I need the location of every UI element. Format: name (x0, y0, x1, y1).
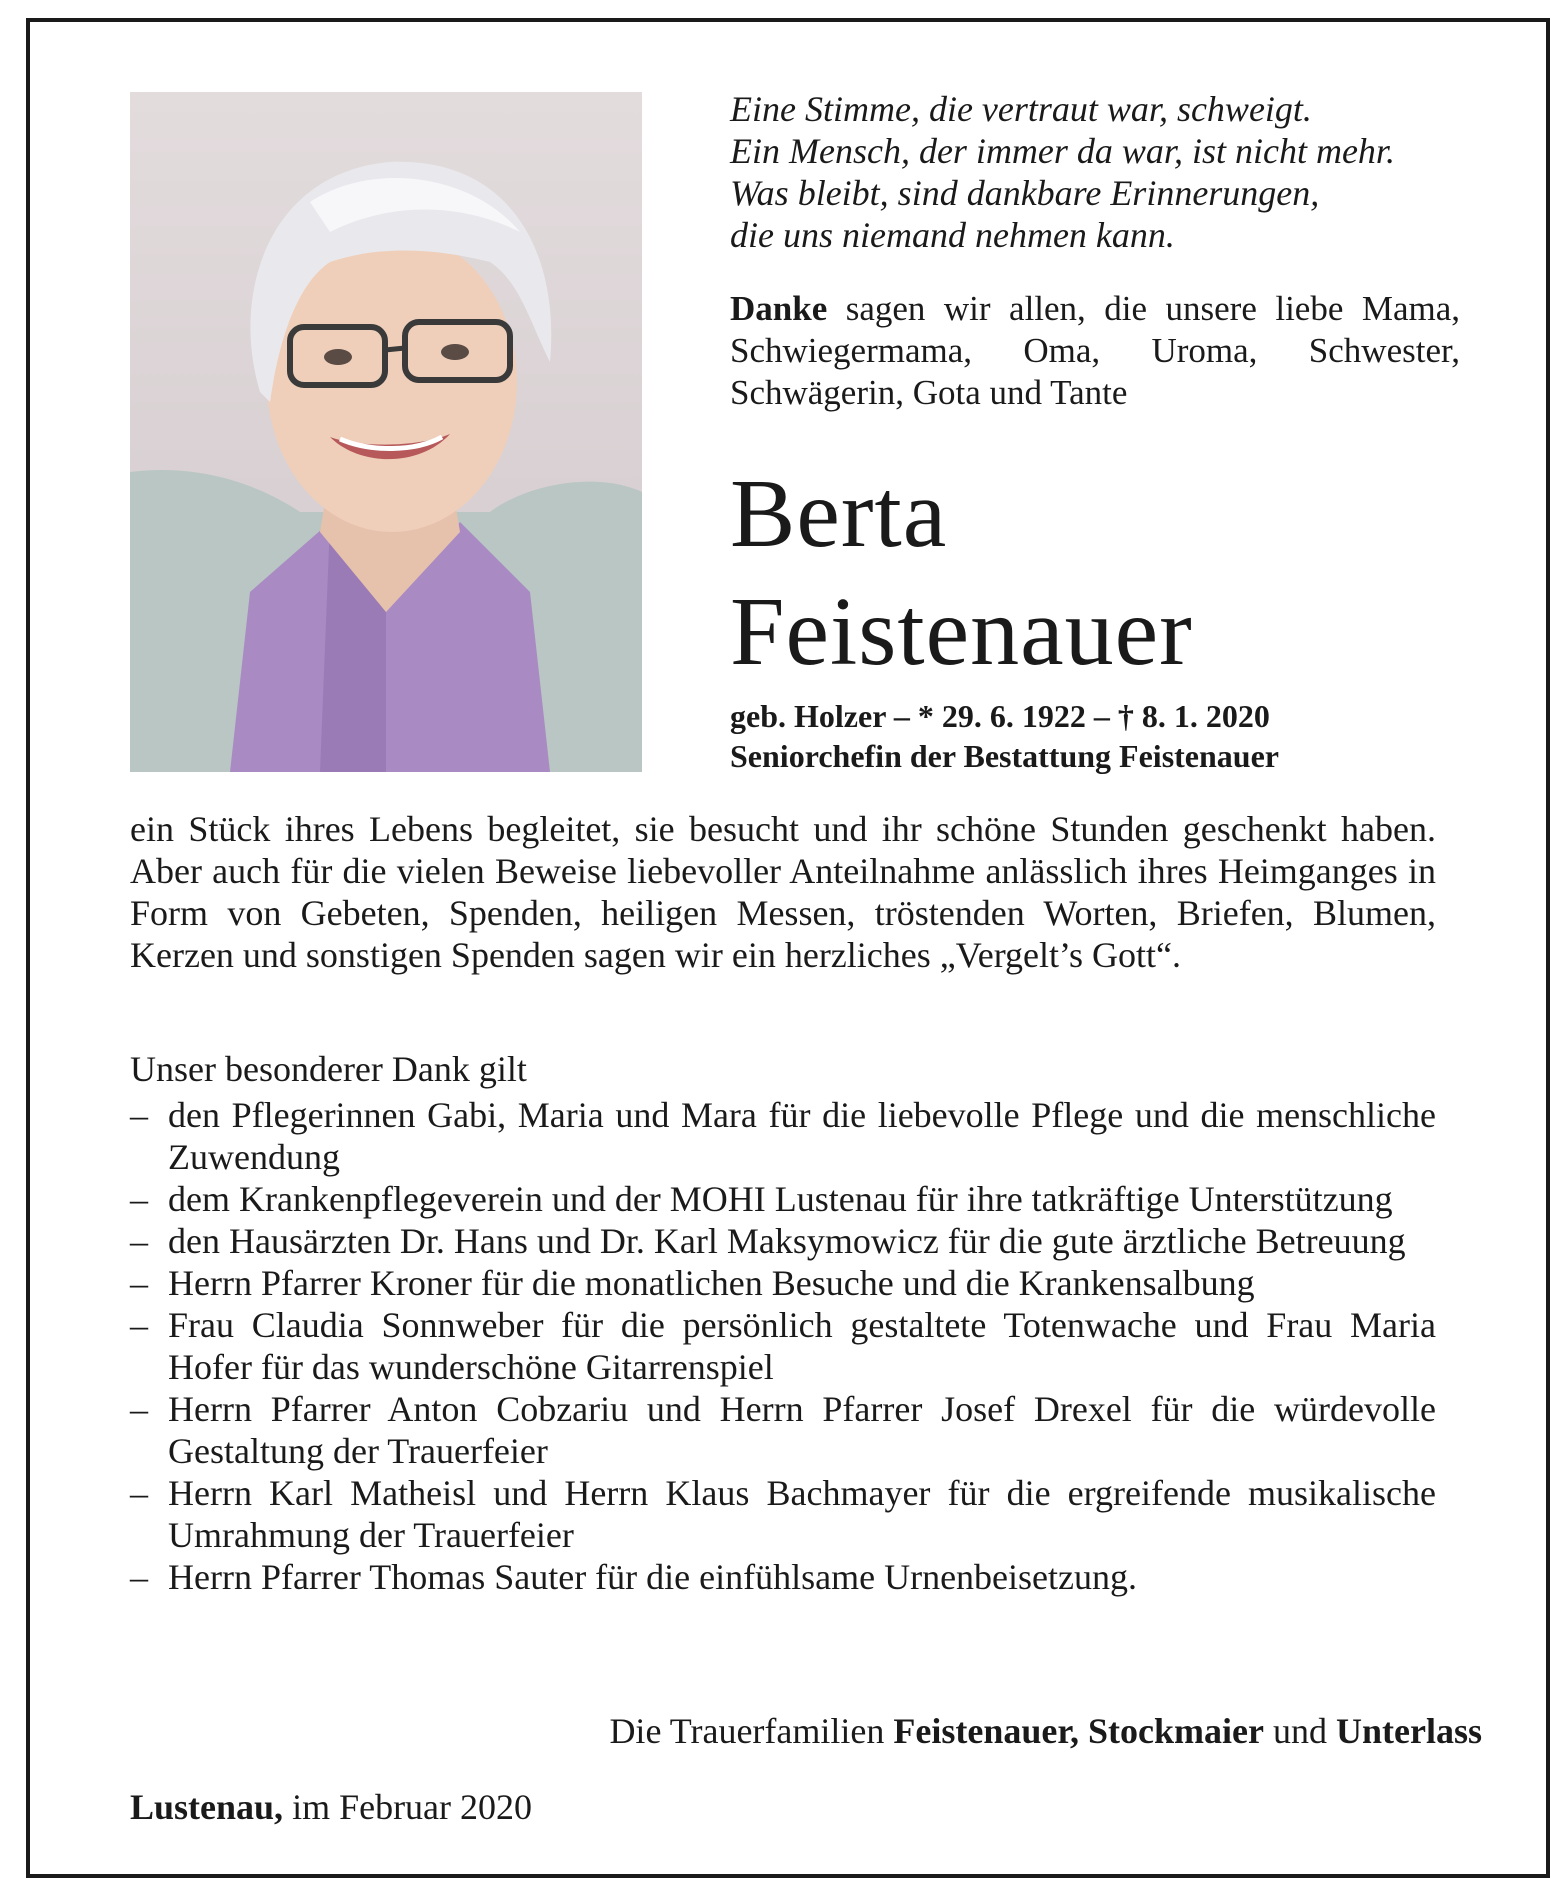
birth-death-dates: geb. Holzer – * 29. 6. 1922 – † 8. 1. 2020 (730, 698, 1270, 734)
thanks-text: sagen wir allen, die unsere liebe Mama, Schwiegermama, Oma, Uroma, Schwester, Schwägerin, Gota und Tante (730, 289, 1460, 412)
deceased-role: Seniorchefin der Bestattung Feistenauer (730, 738, 1279, 774)
list-dash: – (130, 1179, 148, 1219)
list-item-text: dem Krankenpflegeverein und der MOHI Lustenau für ihre tatkräftige Unterstützung (168, 1179, 1393, 1219)
list-item (130, 1178, 1436, 1220)
portrait-photo (130, 92, 642, 772)
thanks-lead: Danke (730, 289, 828, 328)
deceased-last-name: Feistenauer (730, 578, 1193, 686)
special-thanks-intro: Unser besonderer Dank gilt (130, 1049, 527, 1089)
list-item (130, 1472, 1436, 1556)
signature-prefix: Die Trauerfamilien (609, 1711, 885, 1751)
list-item-text: Herrn Pfarrer Thomas Sauter für die einfühlsame Urnenbeisetzung. (168, 1557, 1137, 1597)
place-city: Lustenau, (130, 1787, 284, 1827)
list-item (130, 1388, 1436, 1472)
list-item-text: Herrn Pfarrer Anton Cobzariu und Herrn Pfarrer Josef Drexel für die würdevolle Gestaltung der Trauerfeier (168, 1389, 1436, 1471)
list-item-text: den Pflegerinnen Gabi, Maria und Mara für die liebevolle Pflege und die menschliche Zuwendung (168, 1095, 1436, 1177)
list-dash: – (130, 1557, 148, 1597)
place-date-text: im Februar 2020 (292, 1787, 533, 1827)
list-item (130, 1220, 1436, 1262)
poem-line: die uns niemand nehmen kann. (730, 215, 1175, 255)
list-item (130, 1262, 1436, 1304)
family-name-last: Unterlass (1336, 1711, 1482, 1751)
list-item-text: den Hausärzten Dr. Hans und Dr. Karl Maksymowicz für die gute ärztliche Betreuung (168, 1221, 1406, 1261)
family-names: Feistenauer, Stockmaier (893, 1711, 1264, 1751)
list-dash: – (130, 1305, 148, 1345)
list-item (130, 1304, 1436, 1388)
poem-line: Was bleibt, sind dankbare Erinnerungen, (730, 173, 1320, 213)
list-dash: – (130, 1263, 148, 1303)
deceased-details (730, 696, 1490, 776)
list-item (130, 1094, 1436, 1178)
list-dash: – (130, 1473, 148, 1513)
poem-line: Eine Stimme, die vertraut war, schweigt. (730, 89, 1312, 129)
body-text (130, 808, 1436, 976)
list-item-text: Herrn Karl Matheisl und Herrn Klaus Bachmayer für die ergreifende musikalische Umrahmung der Trauerfeier (168, 1473, 1436, 1555)
list-dash: – (130, 1095, 148, 1135)
memorial-poem (730, 88, 1470, 256)
list-dash: – (130, 1389, 148, 1429)
deceased-first-name: Berta (730, 460, 948, 568)
list-item-text: Herrn Pfarrer Kroner für die monatlichen Besuche und die Krankensalbung (168, 1263, 1255, 1303)
list-item (130, 1556, 1436, 1598)
poem-line: Ein Mensch, der immer da war, ist nicht mehr. (730, 131, 1395, 171)
body-paragraph: ein Stück ihres Lebens begleitet, sie besucht und ihr schöne Stunden geschenkt haben. Aber auch für die vielen Beweise liebevoller Anteilnahme anlässlich ihres Heimganges in Form von Gebeten, Spenden, heiligen Messen, tröstenden Worten, Briefen, Blumen, Kerzen und sonstigen Spenden sagen wir ein herzliches „Vergelt’s Gott“. (130, 809, 1436, 975)
thanks-intro (730, 288, 1460, 414)
special-thanks-list (130, 1094, 1436, 1598)
portrait-elderly-woman-icon (130, 92, 642, 772)
list-item-text: Frau Claudia Sonnweber für die persönlich gestaltete Totenwache und Frau Maria Hofer für das wunderschöne Gitarrenspiel (168, 1305, 1436, 1387)
place-date (130, 1786, 532, 1828)
list-dash: – (130, 1221, 148, 1261)
signature-line (609, 1710, 1482, 1752)
signature-conj: und (1273, 1711, 1327, 1751)
